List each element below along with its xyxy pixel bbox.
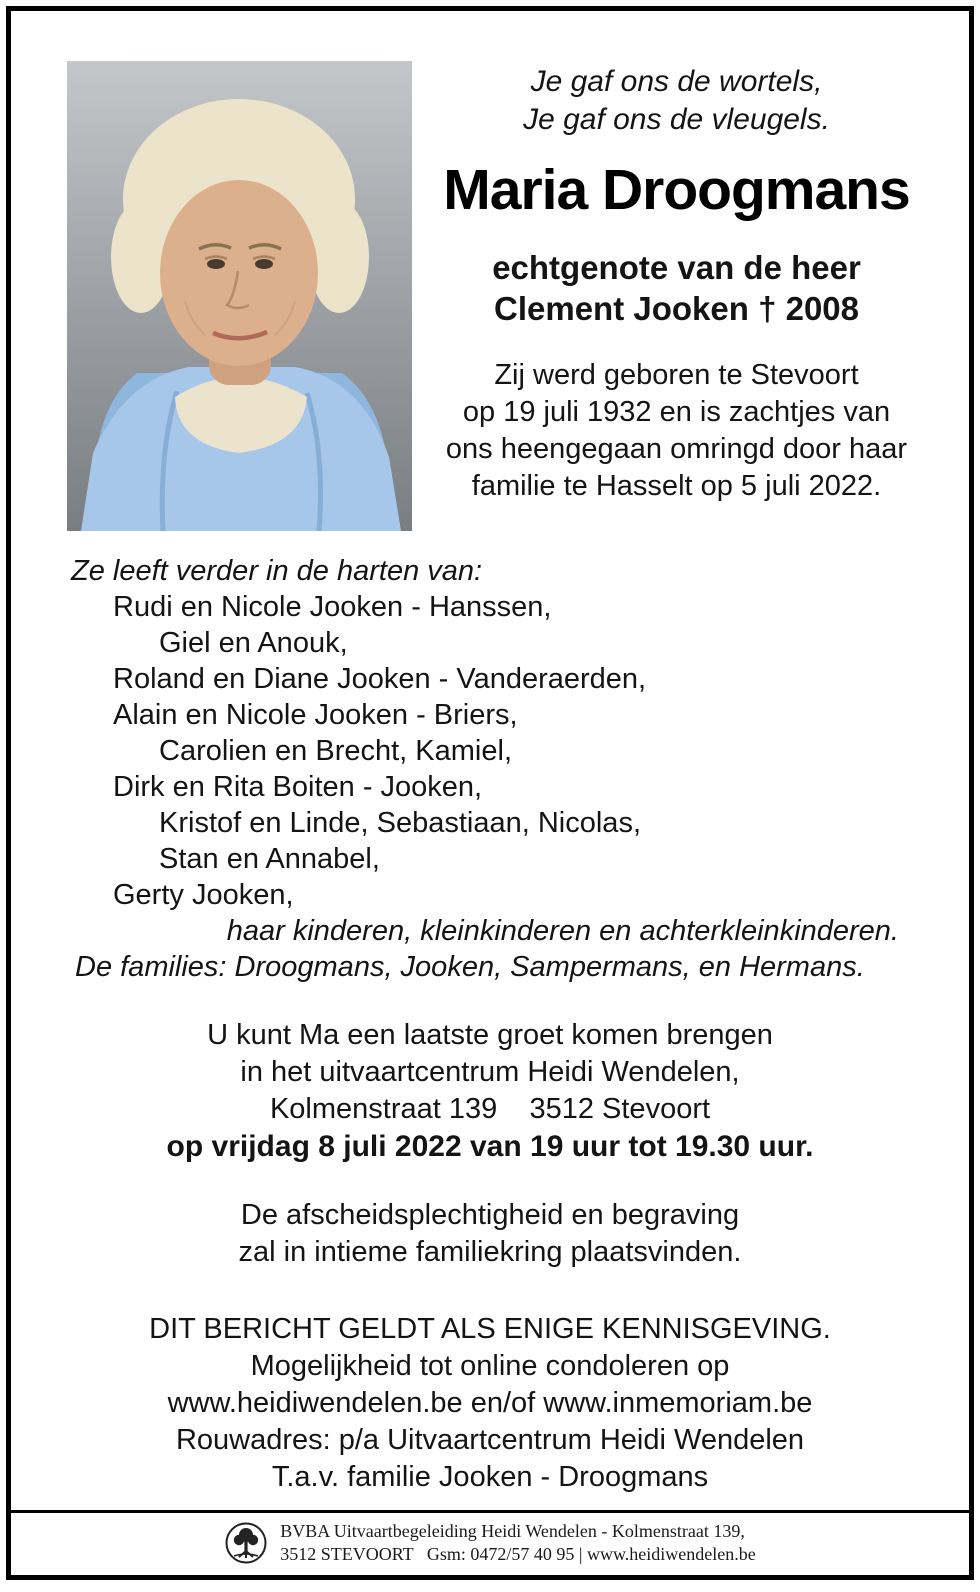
footer-line-1: BVBA Uitvaartbegeleiding Heidi Wendelen - Kolmenstraat 139,	[280, 1521, 745, 1541]
family-member: Giel en Anouk,	[159, 627, 348, 659]
quote-line-1: Je gaf ons de wortels,	[530, 65, 823, 98]
family-intro: Ze leeft verder in de harten van:	[71, 555, 483, 587]
family-closing-line: haar kinderen, kleinkinderen en achterkleinkinderen.	[226, 915, 899, 947]
family-section	[11, 553, 969, 985]
mourning-address-line: Rouwadres: p/a Uitvaartcentrum Heidi Wendelen	[175, 1424, 805, 1456]
opening-quote	[430, 63, 923, 139]
visitation-address: Kolmenstraat 139 3512 Stevoort	[269, 1093, 711, 1125]
header-section	[11, 11, 969, 531]
birth-death-info	[430, 357, 923, 505]
family-member: Stan en Annabel,	[159, 843, 380, 875]
life-line: familie te Hasselt op 5 juli 2022.	[471, 470, 882, 502]
life-line: Zij werd geboren te Stevoort	[494, 359, 859, 391]
ceremony-line: De afscheidsplechtigheid en begraving	[240, 1199, 740, 1231]
families-line: De families: Droogmans, Jooken, Sampermans, en Hermans.	[75, 951, 865, 983]
memorial-card	[6, 6, 974, 1580]
notice-line: DIT BERICHT GELDT ALS ENIGE KENNISGEVING.	[149, 1313, 831, 1345]
footer	[11, 1510, 969, 1575]
tree-logo-icon	[224, 1521, 268, 1565]
portrait-illustration	[67, 61, 412, 531]
family-member: Roland en Diane Jooken - Vanderaerden,	[113, 663, 647, 695]
family-member: Kristof en Linde, Sebastiaan, Nicolas,	[159, 807, 641, 839]
spouse-info	[430, 247, 923, 329]
family-member: Alain en Nicole Jooken - Briers,	[113, 699, 518, 731]
spouse-line-2: Clement Jooken † 2008	[494, 290, 859, 327]
visitation-line: U kunt Ma een laatste groet komen brengen	[207, 1019, 773, 1051]
visitation-datetime: op vrijdag 8 juli 2022 van 19 uur tot 19.30 uur.	[166, 1130, 814, 1163]
ceremony-section	[11, 1197, 969, 1271]
life-line: ons heengegaan omringd door haar	[445, 433, 908, 465]
footer-line-2: 3512 STEVOORT Gsm: 0472/57 40 95 | www.heidiwendelen.be	[280, 1544, 756, 1564]
portrait-photo	[67, 61, 412, 531]
family-member: Rudi en Nicole Jooken - Hanssen,	[113, 591, 552, 623]
family-member: Dirk en Rita Boiten - Jooken,	[113, 771, 483, 803]
condolence-websites: www.heidiwendelen.be en/of www.inmemoriam.be	[167, 1387, 813, 1419]
family-member: Gerty Jooken,	[113, 879, 294, 911]
footer-contact	[280, 1520, 755, 1566]
visitation-section	[11, 1017, 969, 1165]
family-member: Carolien en Brecht, Kamiel,	[159, 735, 512, 767]
deceased-name: Maria Droogmans	[443, 158, 910, 222]
attention-line: T.a.v. familie Jooken - Droogmans	[271, 1461, 709, 1493]
notice-line: Mogelijkheid tot online condoleren op	[250, 1350, 730, 1382]
visitation-line: in het uitvaartcentrum Heidi Wendelen,	[240, 1056, 740, 1088]
header-text	[412, 61, 923, 531]
ceremony-line: zal in intieme familiekring plaatsvinden.	[238, 1236, 742, 1268]
notice-section	[11, 1311, 969, 1496]
quote-line-2: Je gaf ons de vleugels.	[523, 103, 830, 136]
spouse-line-1: echtgenote van de heer	[492, 249, 861, 286]
life-line: op 19 juli 1932 en is zachtjes van	[462, 396, 891, 428]
